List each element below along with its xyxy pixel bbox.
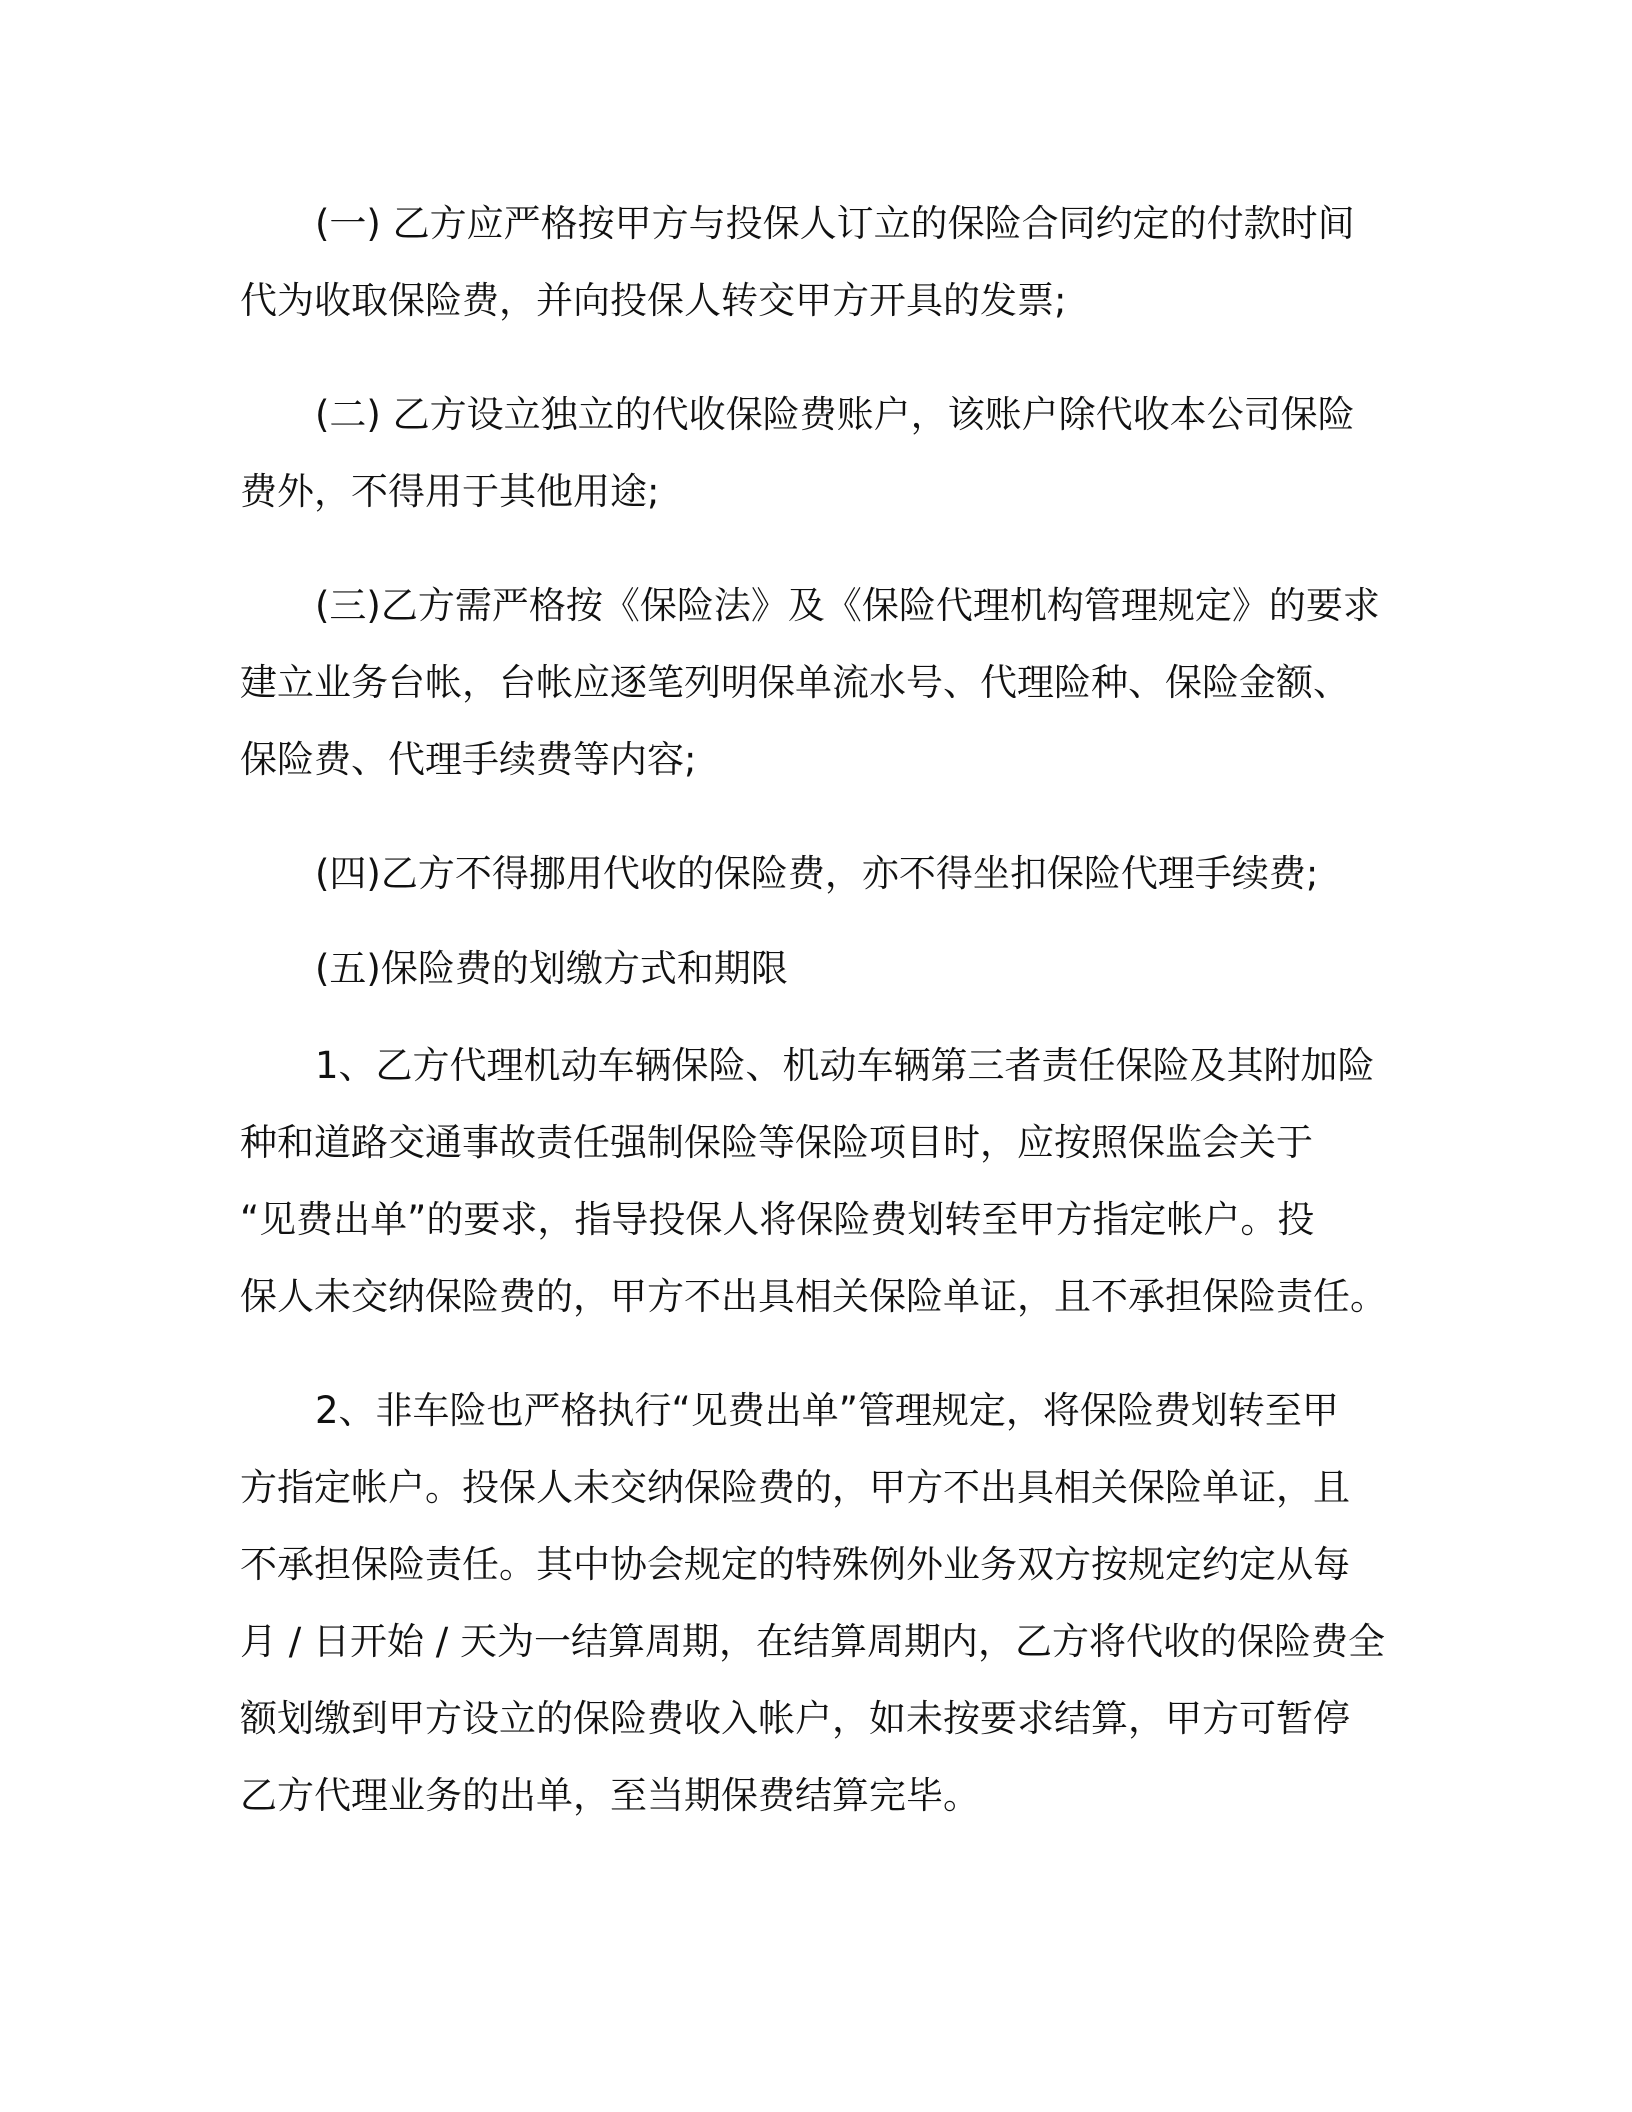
text-line: (一) 乙方应严格按甲方与投保人订立的保险合同约定的付款时间: [315, 202, 1355, 245]
text-line: 保险费、代理手续费等内容;: [240, 738, 697, 781]
paragraph-2: [240, 376, 1390, 530]
text-line: 建立业务台帐，台帐应逐笔列明保单流水号、代理险种、保险金额、: [240, 661, 1350, 704]
text-line: 额划缴到甲方设立的保险费收入帐户，如未按要求结算，甲方可暂停: [240, 1697, 1350, 1740]
text-line: 月 / 日开始 / 天为一结算周期，在结算周期内，乙方将代收的保险费全: [240, 1620, 1385, 1663]
paragraph-7: [240, 1372, 1390, 1834]
text-line: (四)乙方不得挪用代收的保险费，亦不得坐扣保险代理手续费;: [315, 852, 1319, 895]
paragraph-5: [240, 930, 1390, 1007]
paragraph-4: [240, 835, 1390, 912]
paragraph-1: [240, 185, 1390, 339]
text-line: 费外，不得用于其他用途;: [240, 470, 660, 513]
text-line: 不承担保险责任。其中协会规定的特殊例外业务双方按规定约定从每: [240, 1543, 1350, 1586]
text-line: 2、非车险也严格执行“见费出单”管理规定，将保险费划转至甲: [315, 1389, 1339, 1432]
text-line: (三)乙方需严格按《保险法》及《保险代理机构管理规定》的要求: [315, 584, 1380, 627]
text-line: (二) 乙方设立独立的代收保险费账户，该账户除代收本公司保险: [315, 393, 1355, 436]
paragraph-6: [240, 1027, 1390, 1335]
text-line: 种和道路交通事故责任强制保险等保险项目时，应按照保监会关于: [240, 1121, 1313, 1164]
text-line: 保人未交纳保险费的，甲方不出具相关保险单证，且不承担保险责任。: [240, 1275, 1387, 1318]
text-line: “见费出单”的要求，指导投保人将保险费划转至甲方指定帐户。投: [240, 1198, 1315, 1241]
paragraph-3: [240, 567, 1390, 798]
text-line: 乙方代理业务的出单，至当期保费结算完毕。: [240, 1774, 980, 1817]
text-line: (五)保险费的划缴方式和期限: [315, 947, 788, 990]
document-body: [240, 185, 1390, 1834]
text-line: 代为收取保险费，并向投保人转交甲方开具的发票;: [240, 279, 1067, 322]
text-line: 1、乙方代理机动车辆保险、机动车辆第三者责任保险及其附加险: [315, 1044, 1375, 1087]
text-line: 方指定帐户。投保人未交纳保险费的，甲方不出具相关保险单证，且: [240, 1466, 1350, 1509]
